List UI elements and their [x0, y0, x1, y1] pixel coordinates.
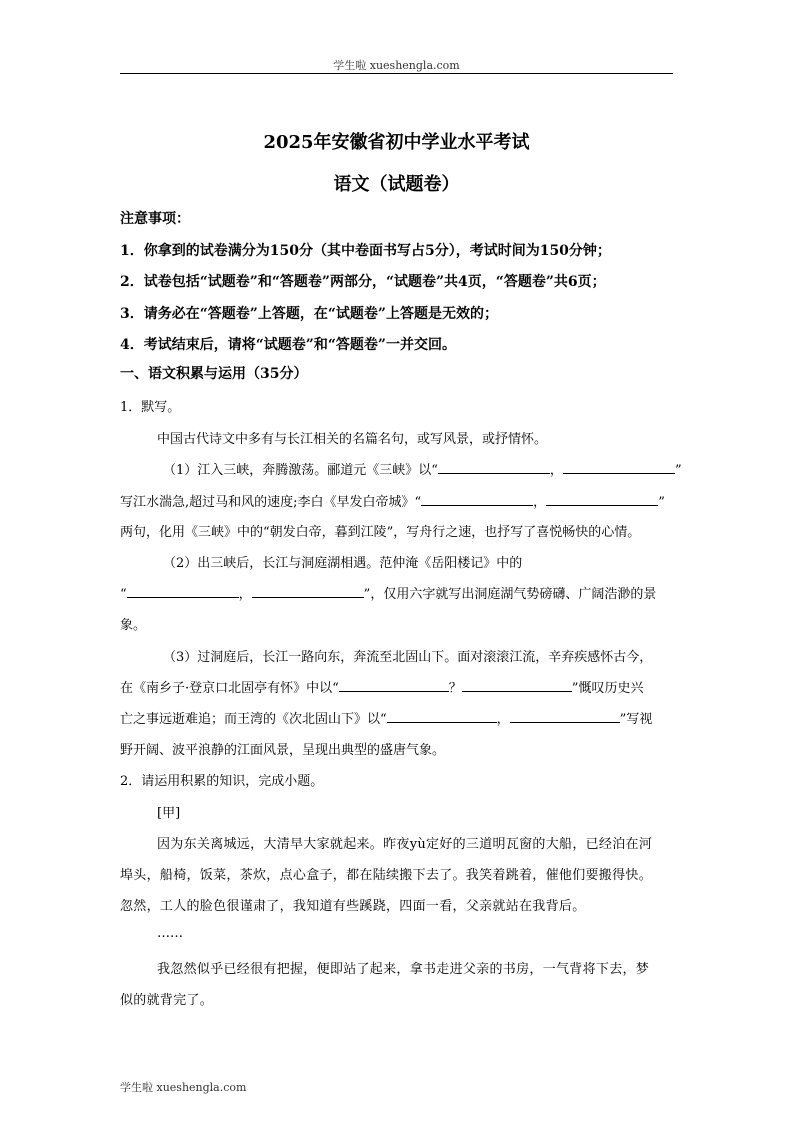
text-fragment: 在《南乡子·登京口北固亭有怀》中以“	[120, 681, 339, 696]
paragraph-line: （2）出三峡后，长江与洞庭湖相遇。范仲淹《岳阳楼记》中的	[163, 556, 523, 571]
notice-item: 4．考试结束后，请将“试题卷”和“答题卷”一并交回。	[120, 337, 456, 353]
paragraph-line: 象。	[120, 618, 147, 633]
answer-blank[interactable]	[563, 461, 675, 474]
text-fragment: “	[120, 587, 127, 602]
notice-heading: 注意事项：	[120, 211, 190, 227]
fill-line	[120, 708, 680, 727]
text-fragment: ，	[496, 712, 510, 727]
answer-blank[interactable]	[438, 461, 550, 474]
paragraph-line: 两句，化用《三峡》中的“朝发白帝，暮到江陵”，写舟行之速，也抒写了喜悦畅快的心情。	[120, 525, 641, 540]
page-footer: 学生啦 xueshengla.com	[120, 1081, 247, 1094]
header-divider	[120, 73, 673, 74]
answer-blank[interactable]	[510, 710, 620, 723]
text-fragment: 写江水湍急,超过马和风的速度;李白《早发白帝城》“	[120, 495, 422, 510]
answer-blank[interactable]	[462, 679, 572, 692]
answer-blank[interactable]	[252, 585, 364, 598]
text-fragment: ，	[549, 463, 563, 478]
page-header: 学生啦 xueshengla.com	[333, 59, 460, 72]
text-fragment: ”	[674, 463, 682, 478]
passage-line: 因为东关离城远，大清早大家就起来。昨夜yù定好的三道明瓦窗的大船，已经泊在河	[157, 837, 653, 852]
text-fragment: ，	[533, 495, 547, 510]
passage-line: 埠头，船椅，饭菜，茶炊，点心盒子，都在陆续搬下去了。我笑着跳着，催他们要搬得快。	[120, 868, 653, 883]
answer-blank[interactable]	[127, 585, 239, 598]
answer-blank[interactable]	[421, 493, 533, 506]
passage-tag: [甲]	[157, 806, 181, 821]
text-fragment: ”慨叹历史兴	[571, 681, 644, 696]
paragraph-line: 野开阔、波平浪静的江面风景，呈现出典型的盛唐气象。	[120, 743, 446, 758]
notice-item: 3．请务必在“答题卷”上答题，在“试题卷”上答题是无效的；	[120, 306, 498, 322]
answer-blank[interactable]	[387, 710, 497, 723]
exam-subtitle: 语文（试题卷）	[333, 174, 460, 195]
passage-ellipsis: ……	[157, 926, 183, 941]
text-fragment: ？	[448, 681, 462, 696]
answer-blank[interactable]	[546, 493, 658, 506]
section-heading: 一、语文积累与运用（35分）	[120, 366, 308, 382]
text-fragment: ”	[658, 495, 665, 510]
question-label: 1．默写。	[120, 400, 181, 415]
text-fragment: ”写视	[619, 712, 653, 727]
fill-line	[163, 459, 723, 478]
question-label: 2．请运用积累的知识，完成小题。	[120, 774, 324, 789]
paragraph-line: （3）过洞庭后，长江一路向东，奔流至北固山下。面对滚滚江流，辛弃疾感怀古今，	[163, 650, 653, 665]
exam-title: 2025年安徽省初中学业水平考试	[263, 132, 530, 153]
text-fragment: 亡之事远逝难追；而王湾的《次北固山下》以“	[120, 712, 387, 727]
notice-item: 2．试卷包括“试题卷”和“答题卷”两部分，“试题卷”共4页，“答题卷”共6页；	[120, 274, 606, 290]
text-fragment: ，	[238, 587, 252, 602]
passage-line: 似的就背完了。	[120, 993, 214, 1008]
fill-line	[120, 583, 680, 602]
fill-line	[120, 677, 680, 696]
notice-item: 1．你拿到的试卷满分为150分（其中卷面书写占5分），考试时间为150分钟；	[120, 243, 611, 259]
fill-line	[120, 491, 680, 510]
answer-blank[interactable]	[339, 679, 449, 692]
text-fragment: （1）江入三峡，奔腾激荡。郦道元《三峡》以“	[163, 463, 438, 478]
passage-line: 忽然，工人的脸色很谨肃了，我知道有些蹊跷，四面一看，父亲就站在我背后。	[120, 899, 586, 914]
question-intro: 中国古代诗文中多有与长江相关的名篇名句，或写风景，或抒情怀。	[157, 432, 548, 447]
passage-line: 我忽然似乎已经很有把握，便即站了起来，拿书走进父亲的书房，一气背将下去，梦	[157, 962, 650, 977]
text-fragment: ”，仅用六字就写出洞庭湖气势磅礴、广阔浩渺的景	[363, 587, 657, 602]
